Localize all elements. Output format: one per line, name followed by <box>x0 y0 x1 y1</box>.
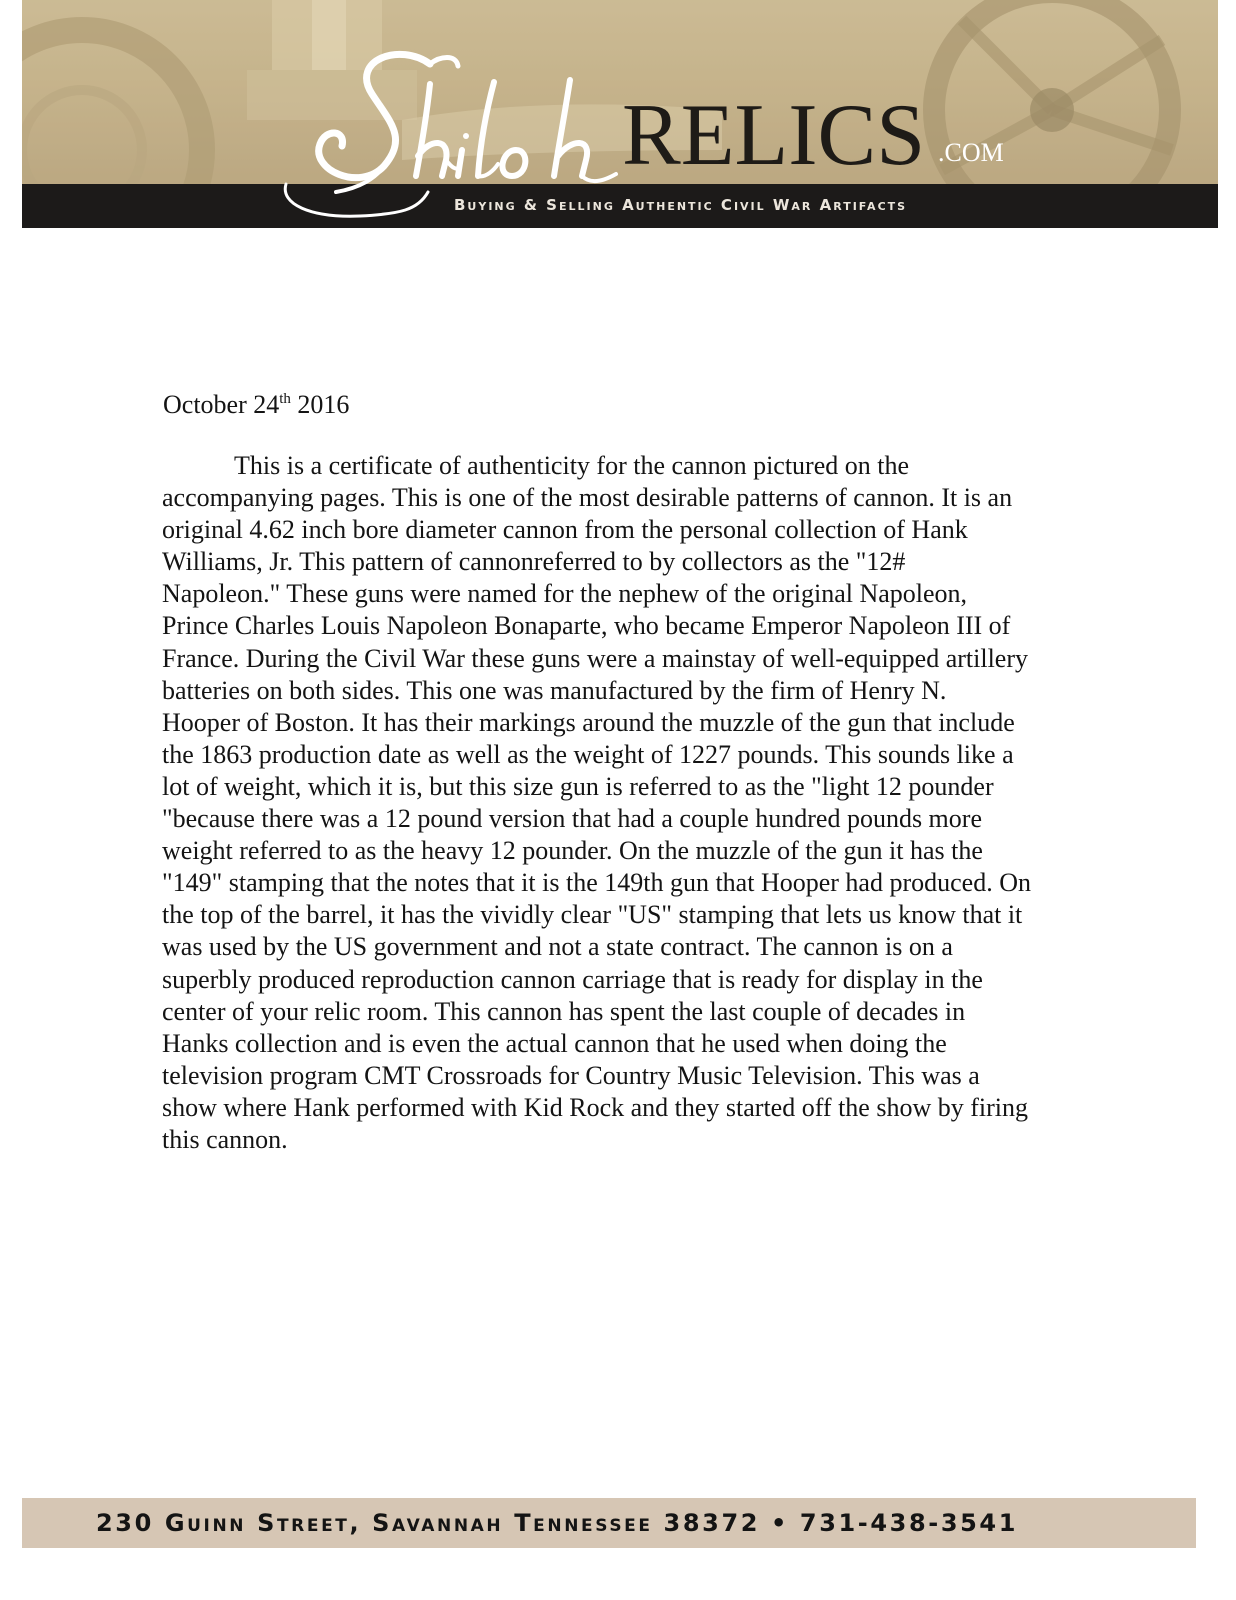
certificate-body <box>162 450 1082 1156</box>
tagline: Buying & Selling Authentic Civil War Artifacts <box>454 196 908 214</box>
body-line: Hooper of Boston. It has their markings around the muzzle of the gun that include <box>162 707 1015 737</box>
letterhead-banner <box>22 0 1218 228</box>
body-line: weight referred to as the heavy 12 pounder. On the muzzle of the gun it has the <box>162 836 983 866</box>
body-line: Prince Charles Louis Napoleon Bonaparte, who became Emperor Napoleon III of <box>162 611 1011 641</box>
body-line: center of your relic room. This cannon has spent the last couple of decades in <box>162 996 966 1026</box>
body-line: France. During the Civil War these guns were a mainstay of well-equipped artillery <box>162 643 1028 673</box>
body-line: original 4.62 inch bore diameter cannon from the personal collection of Hank <box>162 515 968 545</box>
body-line: Napoleon." These guns were named for the nephew of the original Napoleon, <box>162 579 968 609</box>
body-line: "149" stamping that the notes that it is the 149th gun that Hooper had produced. On <box>162 868 1031 898</box>
letter-date <box>163 390 349 420</box>
body-line: show where Hank performed with Kid Rock and they started off the show by firing <box>162 1092 1028 1122</box>
date-year: 2016 <box>290 390 350 419</box>
date-ordinal-suffix: th <box>279 391 291 407</box>
body-line: the 1863 production date as well as the weight of 1227 pounds. This sounds like a <box>162 739 1014 769</box>
body-line: television program CMT Crossroads for Country Music Television. This was a <box>162 1060 980 1090</box>
shiloh-script-logo <box>280 42 660 228</box>
body-line: batteries on both sides. This one was manufactured by the firm of Henry N. <box>162 675 947 705</box>
relics-wordmark: RELICS <box>622 87 926 184</box>
body-line: superbly produced reproduction cannon carriage that is ready for display in the <box>162 964 983 994</box>
footer-address: 230 Guinn Street, Savannah Tennessee 38372 • 731-438-3541 <box>96 1509 1019 1537</box>
footer-band <box>22 1498 1196 1548</box>
date-month-day: October 24 <box>163 390 280 419</box>
body-line: accompanying pages. This is one of the most desirable patterns of cannon. It is an <box>162 483 1013 513</box>
body-line: This is a certificate of authenticity for the cannon pictured on the <box>234 451 910 480</box>
body-line: Williams, Jr. This pattern of cannonreferred to by collectors as the "12# <box>162 547 906 577</box>
body-line: this cannon. <box>162 1124 288 1154</box>
com-suffix: .COM <box>938 138 1004 167</box>
body-line: Hanks collection and is even the actual cannon that he used when doing the <box>162 1028 947 1058</box>
body-line: "because there was a 12 pound version that had a couple hundred pounds more <box>162 804 982 834</box>
body-line: lot of weight, which it is, but this size gun is referred to as the "light 12 pounder <box>162 771 994 801</box>
body-line: the top of the barrel, it has the vividly clear "US" stamping that lets us know that it <box>162 900 1023 930</box>
body-line: was used by the US government and not a state contract. The cannon is on a <box>162 932 953 962</box>
